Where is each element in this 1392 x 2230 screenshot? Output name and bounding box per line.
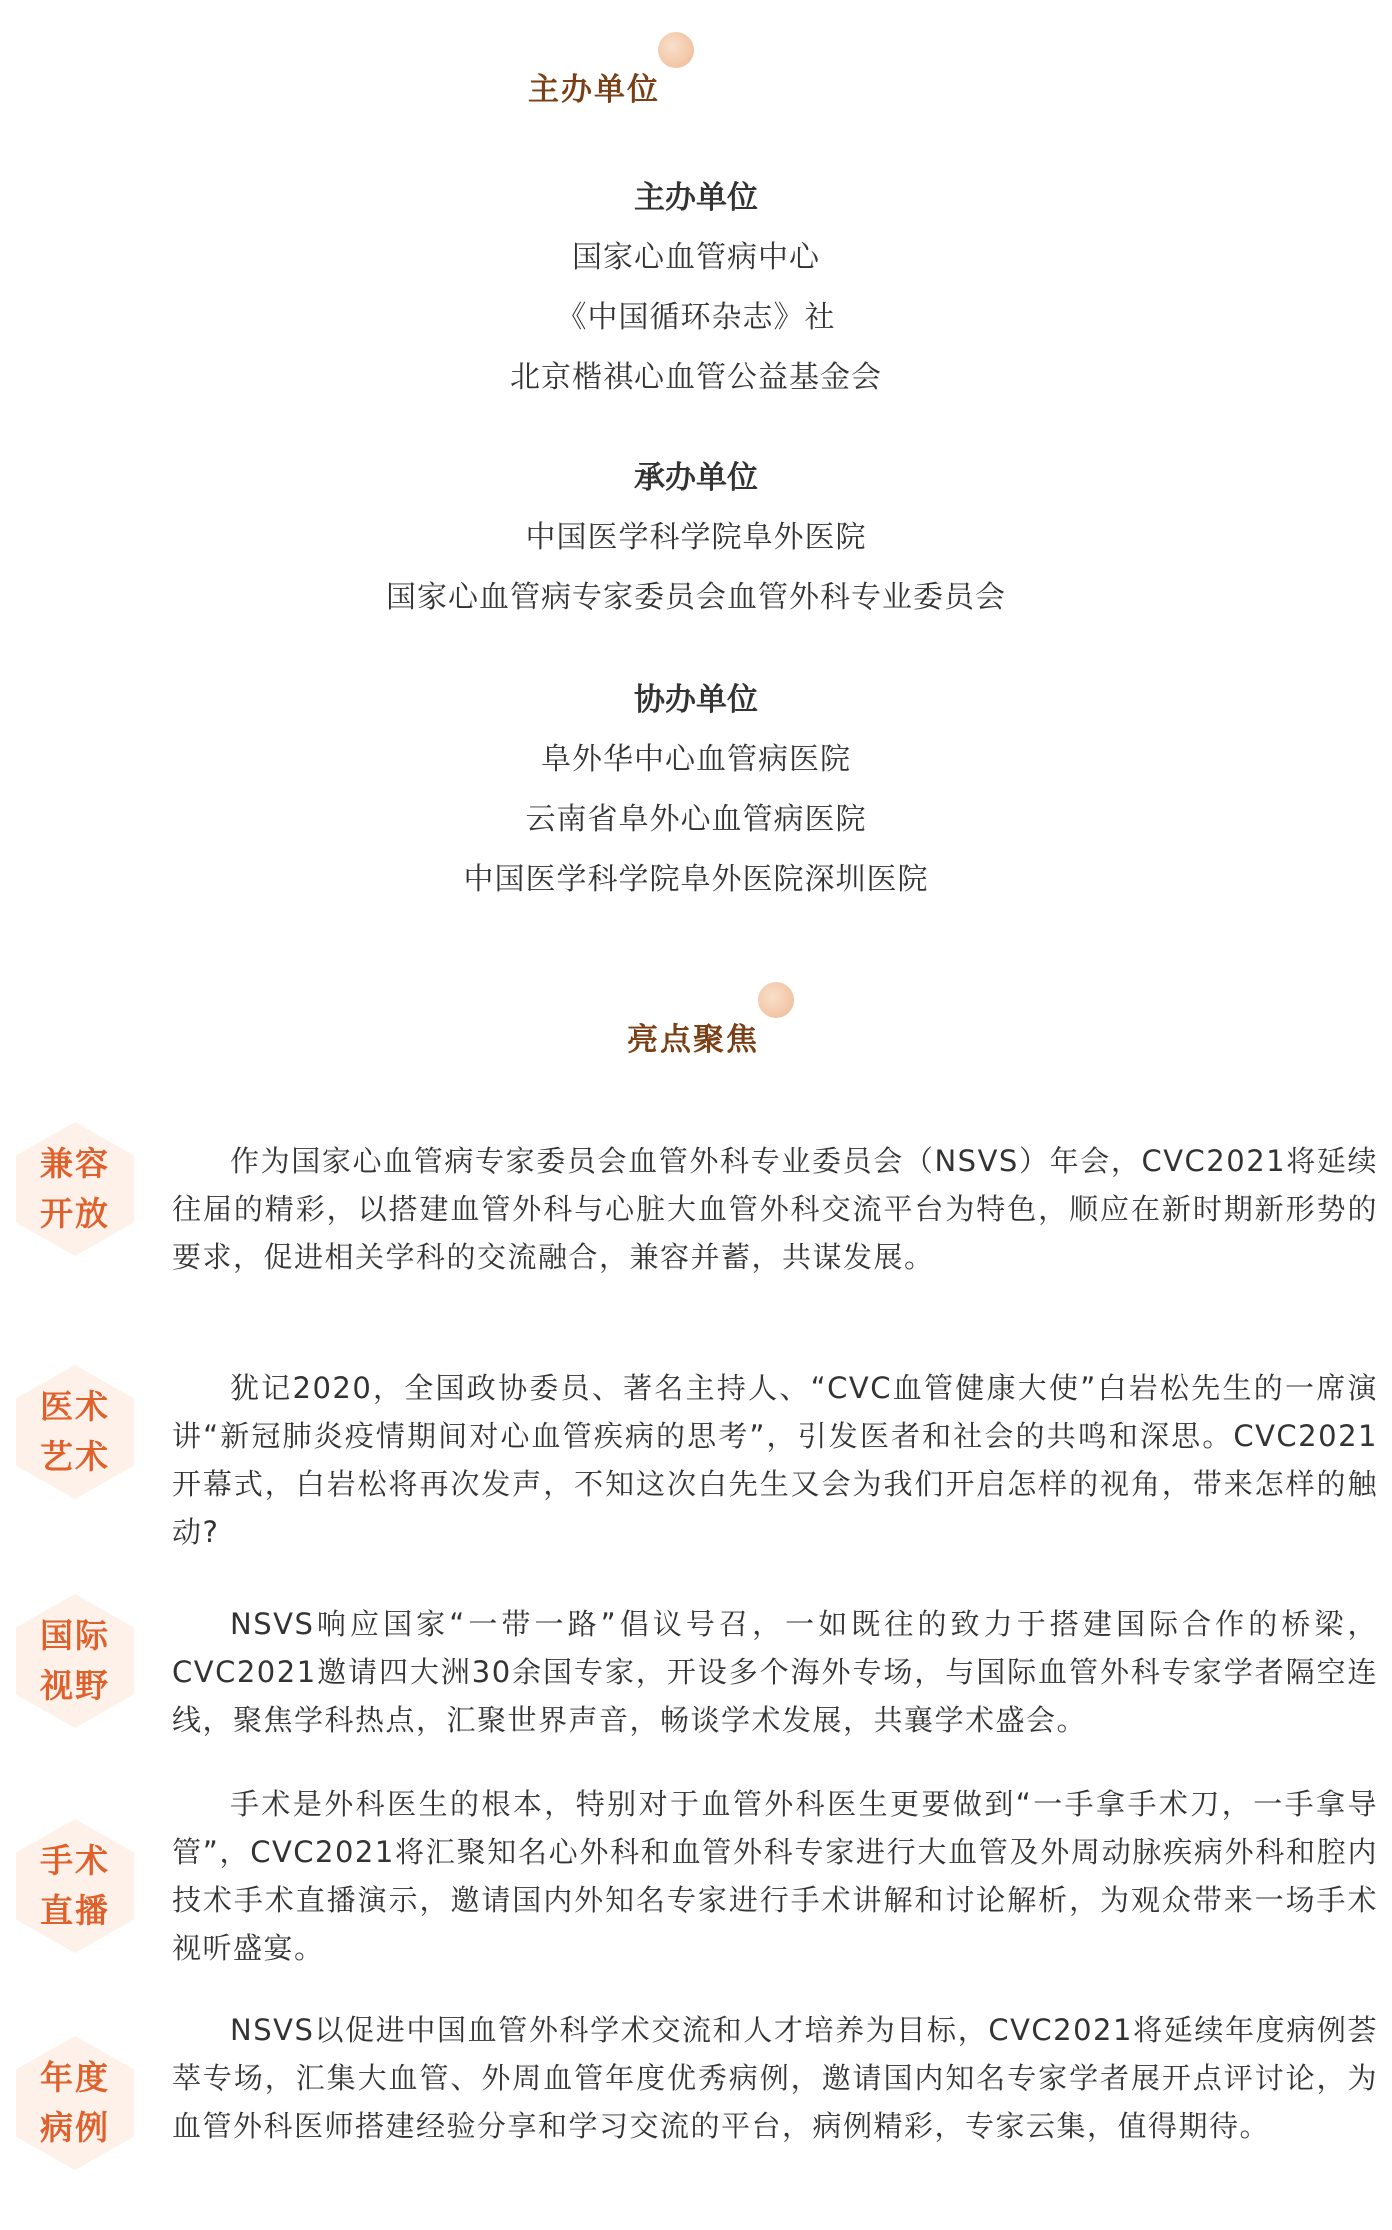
badge-line-1: 年度: [40, 2058, 110, 2097]
badge-line-1: 国际: [40, 1616, 110, 1655]
badge-line-2: 病例: [40, 2108, 110, 2147]
highlight-badge: [16, 1594, 134, 1728]
highlight-paragraph: 手术是外科医生的根本，特别对于血管外科医生更要做到“一手拿手术刀，一手拿导管”，CVC2021将汇聚知名心外科和血管外科专家进行大血管及外周动脉疾病外科和腔内技术手术直播演示，邀请国内外知名专家进行手术讲解和讨论解析，为观众带来一场手术视听盛宴。: [172, 1787, 1378, 1965]
org-item: 《中国循环杂志》社: [556, 300, 836, 335]
org-item: 国家心血管病中心: [572, 240, 820, 275]
org-item: 国家心血管病专家委员会血管外科专业委员会: [386, 580, 1006, 615]
org-item: 中国医学科学院阜外医院深圳医院: [463, 862, 929, 897]
organizers-section-title: 主办单位: [528, 72, 660, 108]
badge-line-1: 医术: [40, 1387, 110, 1426]
organizer-group-undertaker: [0, 448, 1392, 628]
badge-line-2: 直播: [40, 1891, 110, 1930]
organizer-group-host: [0, 168, 1392, 408]
highlight-badge: [16, 1122, 134, 1256]
badge-line-1: 兼容: [40, 1144, 110, 1183]
org-item: 阜外华中心血管病医院: [541, 742, 851, 777]
badge-line-2: 视野: [40, 1666, 110, 1705]
highlight-badge: [16, 1365, 134, 1499]
highlight-badge: [16, 2036, 134, 2170]
org-group-heading: 主办单位: [634, 180, 758, 216]
org-item: 云南省阜外心血管病医院: [525, 802, 867, 837]
org-group-heading: 承办单位: [634, 460, 758, 496]
badge-line-2: 开放: [40, 1194, 110, 1233]
highlight-paragraph: NSVS以促进中国血管外科学术交流和人才培养为目标，CVC2021将延续年度病例荟萃专场，汇集大血管、外周血管年度优秀病例，邀请国内知名专家学者展开点评讨论，为血管外科医师搭建经验分享和学习交流的平台，病例精彩，专家云集，值得期待。: [172, 2013, 1378, 2143]
badge-line-1: 手术: [40, 1841, 110, 1880]
organizer-group-coorganizer: [0, 670, 1392, 910]
org-item: 北京楷祺心血管公益基金会: [510, 360, 882, 395]
highlight-paragraph: NSVS响应国家“一带一路”倡议号召，一如既往的致力于搭建国际合作的桥梁，CVC2021邀请四大洲30余国专家，开设多个海外专场，与国际血管外科专家学者隔空连线，聚焦学科热点，汇聚世界声音，畅谈学术发展，共襄学术盛会。: [172, 1607, 1378, 1737]
highlights-section-title: 亮点聚焦: [627, 1022, 759, 1058]
highlight-badge: [16, 1819, 134, 1953]
highlight-paragraph: 作为国家心血管病专家委员会血管外科专业委员会（NSVS）年会，CVC2021将延续往届的精彩，以搭建血管外科与心脏大血管外科交流平台为特色，顺应在新时期新形势的要求，促进相关学科的交流融合，兼容并蓄，共谋发展。: [172, 1144, 1378, 1274]
org-item: 中国医学科学院阜外医院: [525, 520, 867, 555]
highlight-paragraph: 犹记2020，全国政协委员、著名主持人、“CVC血管健康大使”白岩松先生的一席演讲“新冠肺炎疫情期间对心血管疾病的思考”，引发医者和社会的共鸣和深思。CVC2021开幕式，白岩松将再次发声，不知这次白先生又会为我们开启怎样的视角，带来怎样的触动?: [172, 1371, 1378, 1549]
section-title-dot-icon: [658, 32, 694, 68]
section-title-dot-icon: [758, 982, 794, 1018]
badge-line-2: 艺术: [40, 1437, 110, 1476]
org-group-heading: 协办单位: [634, 682, 758, 718]
